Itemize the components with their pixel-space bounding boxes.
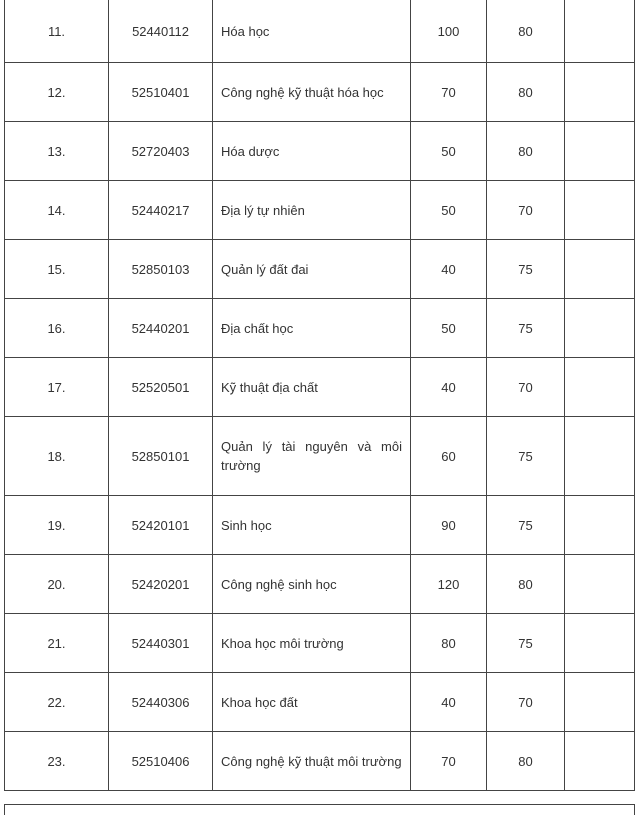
row-number: 19.	[5, 496, 109, 555]
table-row	[5, 181, 635, 240]
quota-value: 50	[411, 299, 487, 358]
quota-value: 70	[411, 732, 487, 791]
table-row	[5, 673, 635, 732]
row-number: 17.	[5, 358, 109, 417]
row-number: 15.	[5, 240, 109, 299]
score-value: 75	[487, 496, 565, 555]
table-row	[5, 358, 635, 417]
quota-value: 50	[411, 181, 487, 240]
note-cell	[565, 555, 635, 614]
major-name: Công nghệ sinh học	[213, 555, 411, 614]
major-name: Sinh học	[213, 496, 411, 555]
major-code: 52510401	[109, 63, 213, 122]
row-number: 11.	[5, 0, 109, 63]
major-code: 52440201	[109, 299, 213, 358]
major-name: Khoa học môi trường	[213, 614, 411, 673]
table-row	[5, 0, 635, 63]
table-row	[5, 614, 635, 673]
note-cell	[565, 63, 635, 122]
quota-value: 40	[411, 240, 487, 299]
quota-value: 70	[411, 63, 487, 122]
row-number: 22.	[5, 673, 109, 732]
major-code: 52420101	[109, 496, 213, 555]
major-code: 52850101	[109, 417, 213, 496]
note-cell	[565, 614, 635, 673]
major-code: 52720403	[109, 122, 213, 181]
note-cell	[565, 673, 635, 732]
major-code: 52510406	[109, 732, 213, 791]
note-cell	[565, 496, 635, 555]
major-code: 52440217	[109, 181, 213, 240]
row-number: 21.	[5, 614, 109, 673]
note-cell	[565, 181, 635, 240]
score-value: 70	[487, 358, 565, 417]
major-name: Địa chất học	[213, 299, 411, 358]
note-cell	[565, 299, 635, 358]
quota-value: 90	[411, 496, 487, 555]
score-value: 75	[487, 299, 565, 358]
major-name: Hóa học	[213, 0, 411, 63]
score-value: 80	[487, 122, 565, 181]
table-row	[5, 417, 635, 496]
note-cell	[565, 122, 635, 181]
note-cell	[565, 417, 635, 496]
score-value: 70	[487, 673, 565, 732]
quota-value: 60	[411, 417, 487, 496]
row-number: 23.	[5, 732, 109, 791]
score-value: 70	[487, 181, 565, 240]
note-cell	[565, 240, 635, 299]
major-code: 52440301	[109, 614, 213, 673]
major-name: Khoa học đất	[213, 673, 411, 732]
score-value: 75	[487, 614, 565, 673]
row-number: 20.	[5, 555, 109, 614]
score-value: 80	[487, 555, 565, 614]
major-name: Kỹ thuật địa chất	[213, 358, 411, 417]
major-name: Công nghệ kỹ thuật hóa học	[213, 63, 411, 122]
quota-value: 80	[411, 614, 487, 673]
table-row	[5, 496, 635, 555]
table-row	[5, 299, 635, 358]
major-name: Địa lý tự nhiên	[213, 181, 411, 240]
majors-table-container	[4, 0, 634, 791]
row-number: 18.	[5, 417, 109, 496]
major-code: 52440112	[109, 0, 213, 63]
quota-value: 40	[411, 358, 487, 417]
major-code: 52520501	[109, 358, 213, 417]
major-code: 52440306	[109, 673, 213, 732]
majors-table-body	[5, 0, 635, 791]
table-row	[5, 555, 635, 614]
note-cell	[565, 732, 635, 791]
table-row	[5, 122, 635, 181]
row-number: 12.	[5, 63, 109, 122]
majors-table	[4, 0, 635, 791]
quota-value: 40	[411, 673, 487, 732]
score-value: 80	[487, 732, 565, 791]
major-name: Hóa dược	[213, 122, 411, 181]
table-row	[5, 63, 635, 122]
row-number: 14.	[5, 181, 109, 240]
score-value: 75	[487, 417, 565, 496]
score-value: 80	[487, 0, 565, 63]
quota-value: 50	[411, 122, 487, 181]
quota-value: 120	[411, 555, 487, 614]
row-number: 16.	[5, 299, 109, 358]
score-value: 75	[487, 240, 565, 299]
score-value: 80	[487, 63, 565, 122]
note-cell	[565, 0, 635, 63]
table-row	[5, 732, 635, 791]
major-code: 52850103	[109, 240, 213, 299]
row-number: 13.	[5, 122, 109, 181]
major-name: Quản lý tài nguyên và môi trường	[213, 417, 411, 496]
next-table-row-edge	[4, 804, 635, 815]
major-name: Công nghệ kỹ thuật môi trường	[213, 732, 411, 791]
major-name: Quản lý đất đai	[213, 240, 411, 299]
quota-value: 100	[411, 0, 487, 63]
major-code: 52420201	[109, 555, 213, 614]
table-row	[5, 240, 635, 299]
note-cell	[565, 358, 635, 417]
